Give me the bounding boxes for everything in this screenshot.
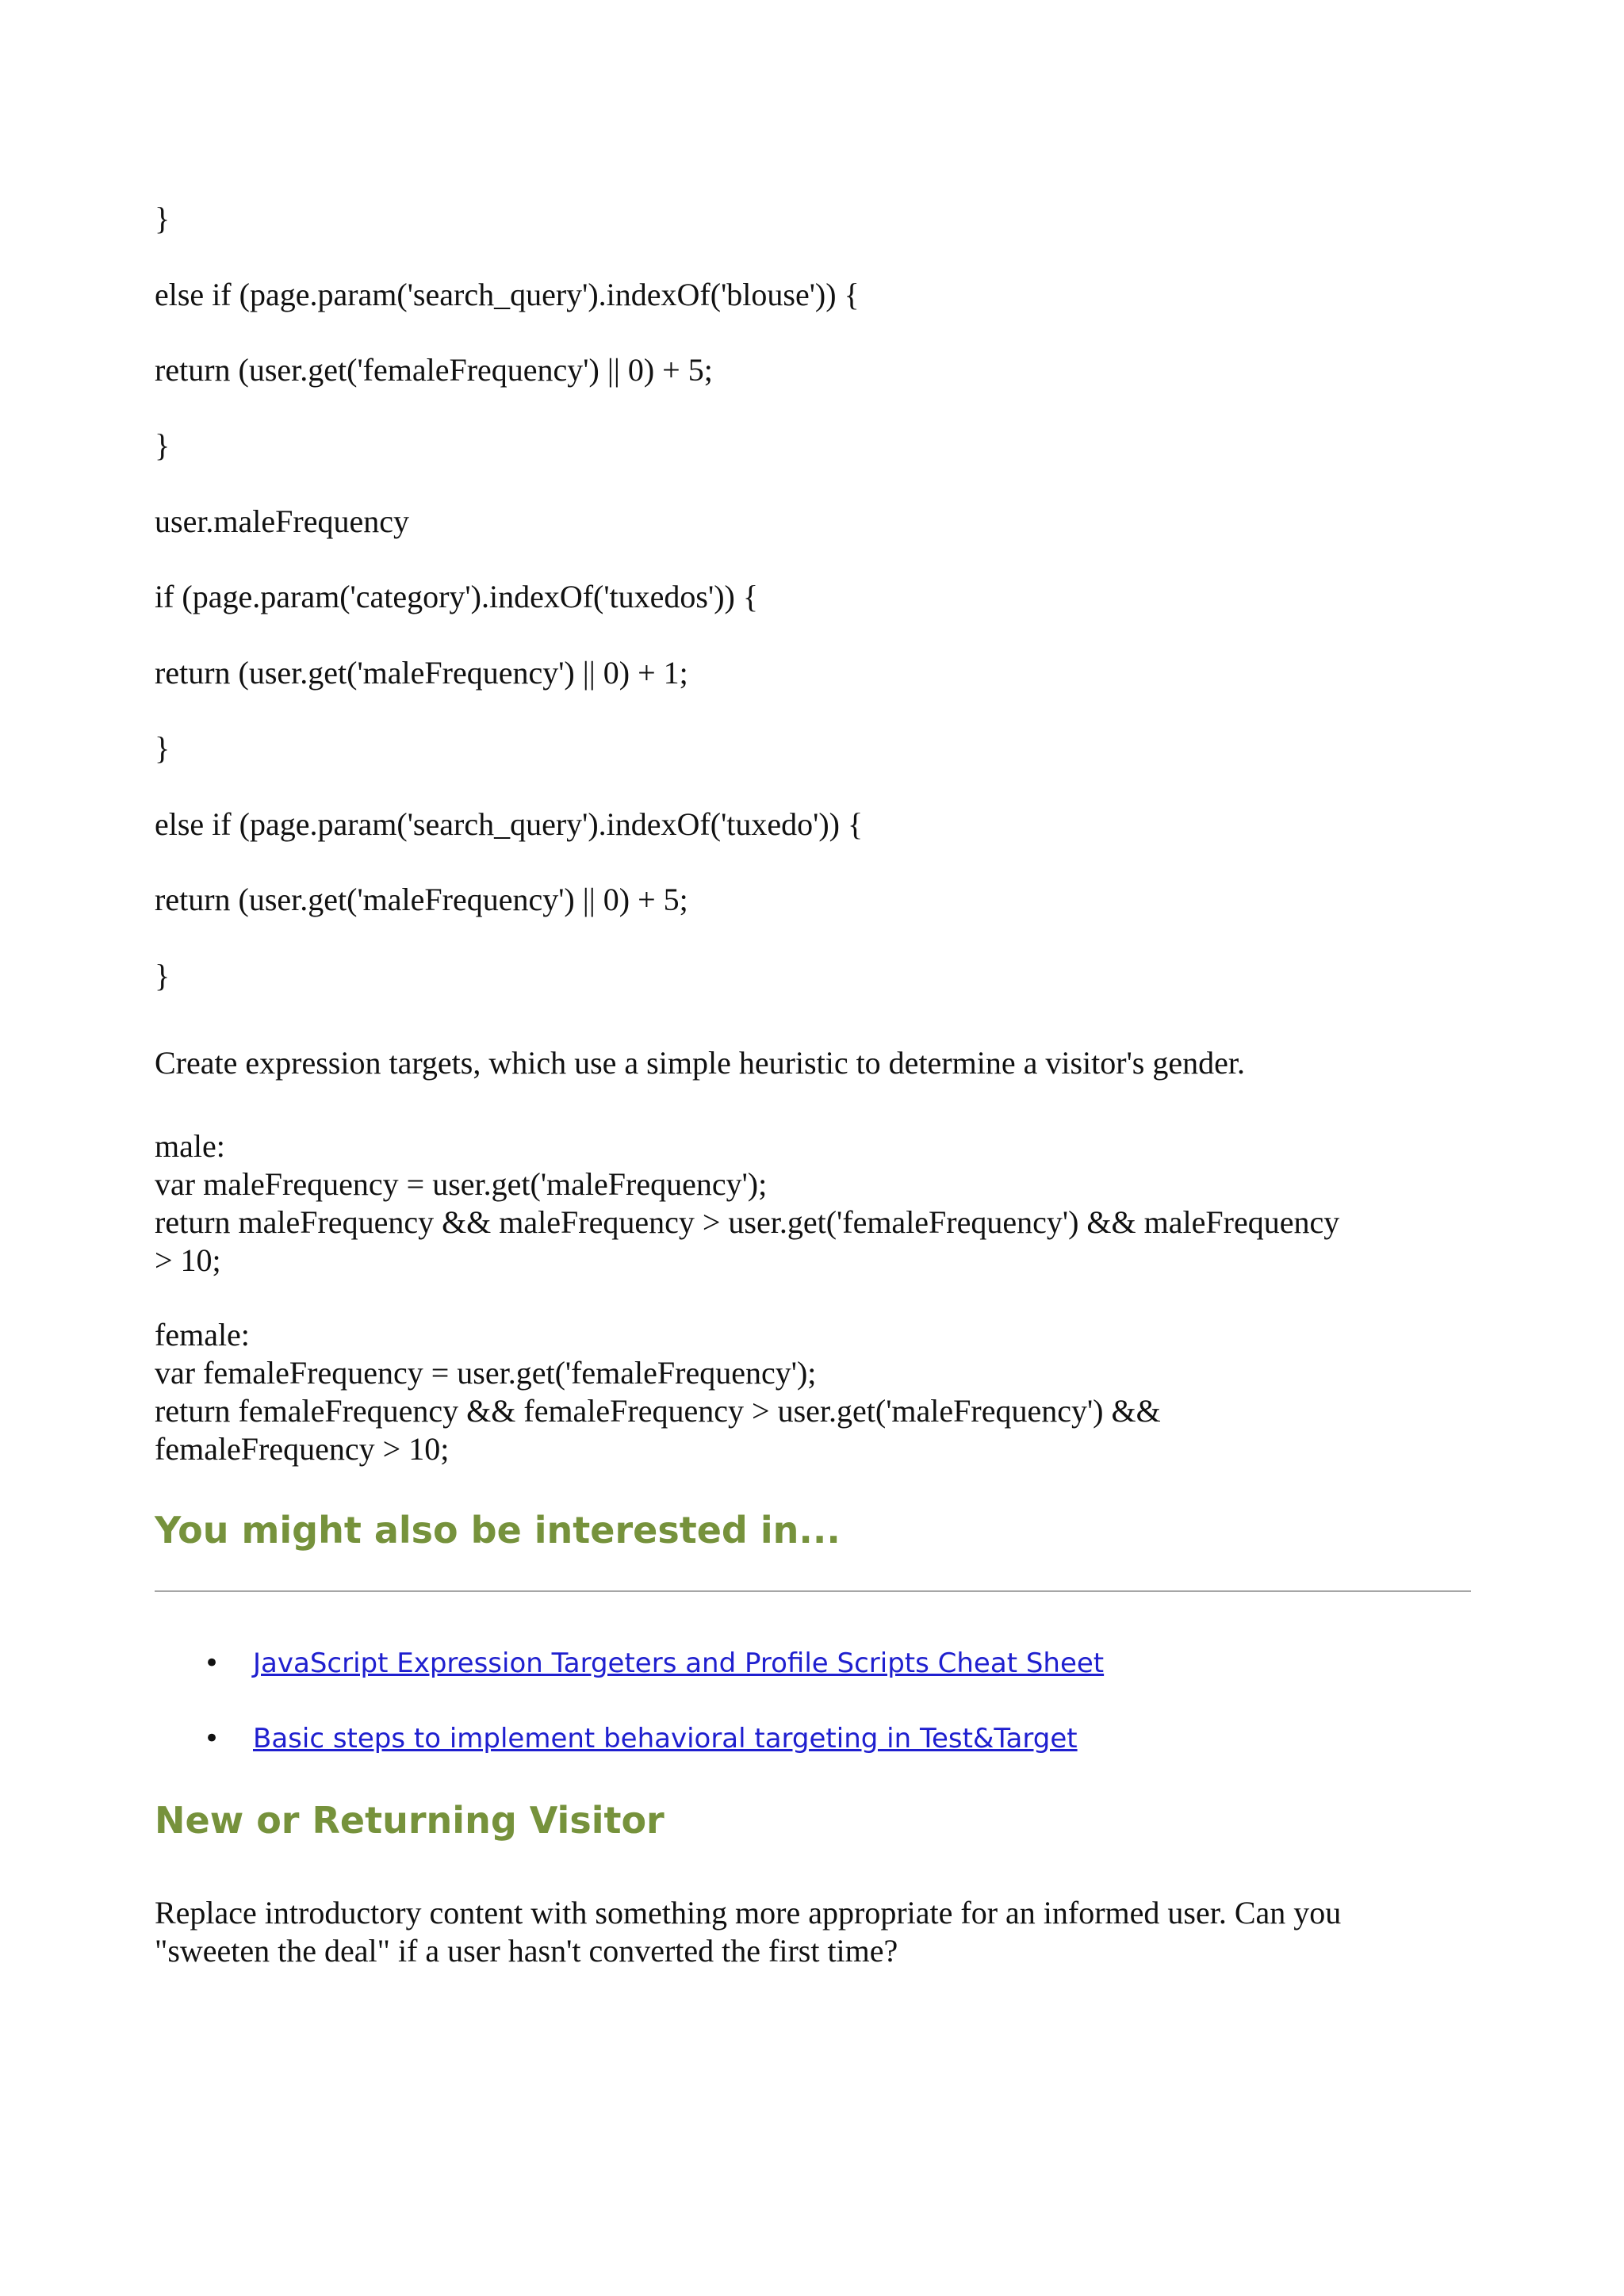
body-line: Replace introductory content with something more appropriate for an informed user. Can you (155, 1895, 1342, 1931)
female-code-line: femaleFrequency > 10; (155, 1431, 450, 1467)
male-label: male: (155, 1128, 225, 1164)
code-line: user.maleFrequency (155, 503, 409, 539)
code-line: else if (page.param('search_query').indexOf('tuxedo')) { (155, 806, 864, 842)
code-line: return (user.get('maleFrequency') || 0) + 5; (155, 882, 688, 917)
female-expression-block (155, 1316, 1503, 1468)
female-code-line: return femaleFrequency && femaleFrequency > user.get('maleFrequency') && (155, 1393, 1161, 1429)
list-item (155, 1716, 1471, 1792)
male-code-line: var maleFrequency = user.get('maleFrequency'); (155, 1166, 768, 1202)
code-line: return (user.get('maleFrequency') || 0) + 1; (155, 655, 688, 691)
male-code-line: > 10; (155, 1242, 221, 1278)
female-label: female: (155, 1317, 250, 1353)
code-line: } (155, 958, 170, 993)
bullet-icon: • (204, 1647, 220, 1679)
male-code-line: return maleFrequency && maleFrequency > user.get('femaleFrequency') && maleFrequency (155, 1204, 1340, 1240)
link-behavioral-targeting[interactable]: Basic steps to implement behavioral targeting in Test&Target (253, 1723, 1078, 1755)
list-item (155, 1641, 1471, 1716)
code-line: if (page.param('category').indexOf('tuxedos')) { (155, 579, 759, 614)
code-line: } (155, 201, 170, 236)
divider (155, 1590, 1471, 1592)
link-cheat-sheet[interactable]: JavaScript Expression Targeters and Profile Scripts Cheat Sheet (253, 1647, 1105, 1679)
code-line: else if (page.param('search_query').indexOf('blouse')) { (155, 277, 860, 312)
related-links-list (155, 1641, 1471, 1792)
bullet-icon: • (204, 1723, 220, 1755)
body-line: "sweeten the deal" if a user hasn't converted the first time? (155, 1933, 898, 1969)
code-line: } (155, 730, 170, 766)
intro-paragraph: Create expression targets, which use a simple heuristic to determine a visitor's gender. (155, 1045, 1245, 1081)
related-heading: You might also be interested in... (155, 1509, 841, 1552)
male-expression-block (155, 1127, 1503, 1280)
female-code-line: var femaleFrequency = user.get('femaleFrequency'); (155, 1355, 817, 1391)
code-line: return (user.get('femaleFrequency') || 0) + 5; (155, 352, 713, 388)
section-heading: New or Returning Visitor (155, 1799, 665, 1842)
section-body (155, 1894, 1503, 1970)
code-line: } (155, 427, 170, 463)
